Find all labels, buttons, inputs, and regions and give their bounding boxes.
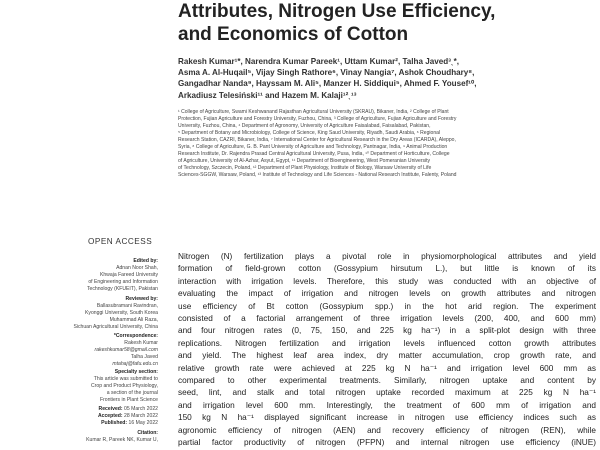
affiliation-line: Research Institute, Dr. Rajendra Prasad Central Agricultural University, Pusa, India, ¹⁰ Department of Horticulture, College — [178, 151, 450, 158]
citation-block — [72, 430, 158, 444]
dates-block — [72, 406, 158, 427]
abstract-line: formation of field-grown cotton (Gossypium hirsutum L.), but little is known of its — [178, 264, 596, 274]
citation-line: Kumar R, Pareek NK, Kumar U, — [86, 436, 158, 443]
correspondence-name: Talha Javed — [130, 353, 158, 360]
affiliation-line: ⁵ Department of Botany and Microbiology, College of Science, King Saud University, Riyadh, Saudi Arabia, ⁶ Regional — [178, 130, 441, 137]
correspondence-email[interactable]: rakeshkumar58@gmail.com — [94, 346, 158, 353]
affiliation-line: University, Fuzhou, China, ⁴ Department of Agronomy, University of Agriculture Faisalabad, Faisalabad, Pakistan, — [178, 123, 431, 130]
edited-by-line: Khwaja Fareed University — [99, 271, 158, 278]
specialty-line: Crop and Product Physiology, — [90, 382, 158, 389]
abstract-line: compared to other experimental treatments. Similarly, nitrogen uptake and content by — [178, 376, 596, 386]
reviewed-by-line: Muhammad Ali Raza, — [109, 316, 158, 323]
affiliation-line: Syria, ⁸ College of Agriculture, G. B. Pant University of Agriculture and Technology, Pantnagar, India, ⁹ Animal Production — [178, 144, 448, 151]
citation-label: Citation: — [137, 430, 158, 436]
edited-by-line: Adnan Noor Shah, — [116, 264, 158, 271]
specialty-section-block — [72, 369, 158, 404]
date-value: 16 May 2022 — [128, 419, 158, 426]
abstract-line: evaluating the impact of irrigation and nitrogen levels on growth attributes and nitrogen — [178, 289, 596, 299]
reviewed-by-line: Sichuan Agricultural University, China — [73, 323, 158, 330]
correspondence-label: *Correspondence: — [113, 333, 158, 339]
affiliation-line: of Technology, Szczecin, Poland, ¹² Department of Plant Physiology, Institute of Biology, Warsaw University of Life — [178, 165, 432, 172]
author-line: Arkadiusz Telesiński¹¹ and Hazem M. Kalaji¹²ˎ¹³ — [178, 90, 357, 100]
open-access-label: OPEN ACCESS — [88, 237, 153, 246]
correspondence-email[interactable]: mtahaj@fafu.edu.cn — [112, 360, 158, 367]
date-label: Published: — [101, 419, 128, 426]
author-line: Gangadhar Nanda⁹, Hayssam M. Ali⁵, Manzer H. Siddiqui⁵, Ahmed F. Yousef¹⁰, — [178, 79, 477, 89]
title-line: and Economics of Cotton — [178, 24, 409, 45]
abstract-line: 150 kg N ha⁻¹ displayed significant increase in nitrogen use efficiency indices such as — [178, 413, 596, 423]
abstract-line: and irrigation level 600 mm. Interestingly, the treatment of 600 mm of irrigation and — [178, 400, 596, 410]
edited-by-block — [72, 258, 158, 293]
reviewed-by-line: Ballasubramani Ravindran, — [96, 302, 158, 309]
specialty-line: This article was submitted to — [93, 375, 158, 382]
date-value: 05 March 2022 — [124, 406, 158, 412]
reviewed-by-block — [72, 296, 158, 331]
date-accepted — [72, 413, 158, 420]
author-line: Rakesh Kumar¹*, Narendra Kumar Pareek¹, Uttam Kumar², Talha Javed³ˎ*, — [178, 57, 459, 66]
correspondence-name: Rakesh Kumar — [124, 339, 158, 346]
date-received — [72, 406, 158, 413]
reviewed-by-label: Reviewed by: — [125, 296, 158, 302]
abstract-line: agronomic efficiency of nitrogen (AEN) and recovery efficiency of nitrogen (REN), while — [178, 425, 596, 435]
abstract-line: and four nitrogen rates (0, 75, 150, and 225 kg ha⁻¹) in a split-plot design with three — [178, 326, 596, 336]
abstract-line: and yield. The highest leaf area index, dry matter accumulation, crop growth rate, and — [178, 351, 596, 361]
affiliation-line: Research Station, CAZRI, Bikaner, India, ⁷ International Center for Agricultural Research in the Dry Areas (ICARDA), Aleppo, — [178, 137, 456, 144]
date-label: Received: — [98, 406, 123, 412]
specialty-label: Specialty section: — [114, 369, 158, 375]
affiliations — [178, 109, 596, 179]
date-published — [72, 420, 158, 427]
abstract-line: partial factor productivity of nitrogen (PFPN) and internal nitrogen use efficiency (iNUE) — [178, 438, 596, 448]
article-title — [178, 0, 598, 46]
date-label: Accepted: — [97, 412, 123, 419]
abstract-line: consisted of a factorial arrangement of three irrigation levels (200, 400, and 600 mm) — [178, 314, 596, 324]
specialty-line: a section of the journal — [106, 389, 158, 396]
abstract-line: seed, lint, and stalk and total nitrogen uptake recorded maximum at 225 kg N ha⁻¹ — [178, 388, 596, 398]
reviewed-by-line: Kyonggi University, South Korea — [85, 309, 158, 316]
affiliation-line: of Agriculture, University of Al-Azhar, Asyut, Egypt, ¹¹ Department of Bioengineering, West Pomeranian University — [178, 158, 431, 165]
abstract-line: interaction with irrigation levels. Therefore, this study was conducted with an objective of — [178, 276, 596, 286]
abstract-line: Nitrogen (N) fertilization plays a pivotal role in physiomorphological attributes and yield — [178, 252, 596, 261]
abstract-line: relative growth rate were achieved at 225 kg N ha⁻¹ and irrigation level 600 mm as — [178, 363, 596, 373]
author-list — [178, 56, 596, 101]
affiliation-line: ¹ College of Agriculture, Swami Keshwanand Rajasthan Agricultural University (SKRAU), Bikaner, India, ² College of Plant — [178, 109, 449, 115]
edited-by-line: of Engineering and Information — [88, 278, 158, 285]
abstract — [178, 251, 596, 450]
affiliation-line: Sciences-SGGW, Warsaw, Poland, ¹³ Institute of Technology and Life Sciences - National Research Institute, Falenty, Poland — [178, 172, 457, 179]
date-value: 28 March 2022 — [124, 412, 158, 419]
abstract-line: use efficiency of Bt cotton (Gossypium spp.) in the hot arid region. The experiment — [178, 301, 596, 311]
affiliation-line: Protection, Fujian Agriculture and Forestry University, Fuzhou, China, ³ College of Agriculture, Fujian Agriculture and Forestry — [178, 116, 457, 123]
edited-by-label: Edited by: — [133, 258, 158, 264]
title-line: Attributes, Nitrogen Use Efficiency, — [178, 1, 496, 22]
edited-by-line: Technology (KFUEIT), Pakistan — [86, 285, 158, 292]
author-line: Asma A. Al-Huqail⁵, Vijay Singh Rathore⁶, Vinay Nangia⁷, Ashok Choudhary⁸, — [178, 68, 475, 78]
correspondence-block — [72, 333, 158, 368]
abstract-line: replications. Nitrogen fertilization and irrigation levels influenced cotton growth attributes — [178, 338, 596, 348]
specialty-line: Frontiers in Plant Science — [99, 396, 158, 403]
